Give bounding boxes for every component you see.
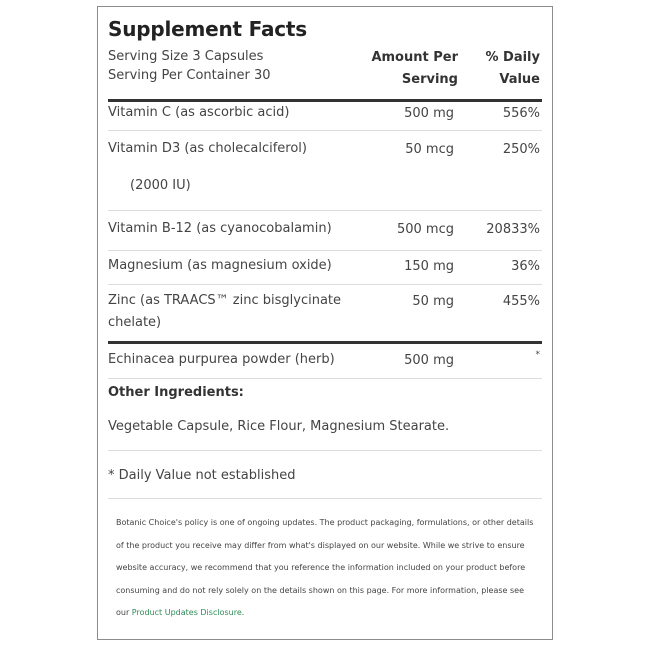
nutrient-name: Magnesium (as magnesium oxide): [108, 258, 332, 273]
disclaimer-end: .: [241, 608, 245, 617]
other-ingredients-heading: Other Ingredients:: [108, 385, 244, 400]
nutrient-name-line2: chelate): [108, 315, 162, 330]
nutrient-name-line1: Zinc (as TRAACS™ zinc bisglycinate: [108, 293, 342, 308]
nutrient-amount: 500 mg: [404, 106, 454, 121]
disclaimer: [116, 512, 536, 625]
row-divider: [108, 210, 542, 211]
row-divider: [108, 498, 542, 499]
disclaimer-text: Botanic Choice's policy is one of ongoing updates. The product packaging, formulations, or other details of the product you receive may differ from what's displayed on our website. While we strive to ensure website accuracy, we recommend that you reference the information included on your product before consuming and do not rely solely on the details shown on this page. For more information, please see our: [116, 518, 534, 617]
supplement-facts-panel: [97, 6, 553, 640]
row-divider: [108, 250, 542, 251]
amount-header-line1: Amount Per: [371, 50, 458, 65]
nutrient-name: Echinacea purpurea powder (herb): [108, 352, 335, 367]
amount-header: [368, 47, 458, 91]
nutrient-dv: 455%: [502, 294, 540, 309]
nutrient-amount: 50 mg: [412, 294, 454, 309]
nutrient-amount: 50 mcg: [405, 142, 454, 157]
nutrient-dv: *: [535, 350, 540, 360]
section-rule: [108, 341, 542, 344]
nutrient-subtext: (2000 IU): [130, 178, 191, 193]
nutrient-amount: 500 mg: [404, 353, 454, 368]
daily-value-footnote: * Daily Value not established: [108, 468, 296, 483]
product-updates-disclosure-link[interactable]: Product Updates Disclosure: [131, 608, 242, 617]
nutrient-amount: 500 mcg: [396, 222, 454, 237]
dv-header-line2: Value: [499, 72, 540, 87]
serving-size: Serving Size 3 Capsules: [108, 49, 264, 64]
nutrient-dv: 250%: [502, 142, 540, 157]
servings-per-container: Serving Per Container 30: [108, 68, 271, 83]
row-divider: [108, 284, 542, 285]
nutrient-name: Vitamin D3 (as cholecalciferol): [108, 141, 307, 156]
nutrient-name: Vitamin B-12 (as cyanocobalamin): [108, 221, 332, 236]
dv-header-line1: % Daily: [485, 50, 540, 65]
daily-value-header: [460, 47, 540, 91]
nutrient-amount: 150 mg: [404, 259, 454, 274]
row-divider: [108, 378, 542, 379]
nutrient-name: Vitamin C (as ascorbic acid): [108, 105, 290, 120]
row-divider: [108, 450, 542, 451]
row-divider: [108, 130, 542, 131]
nutrient-dv: 36%: [511, 259, 540, 274]
amount-header-line2: Serving: [401, 72, 458, 87]
nutrient-dv: 20833%: [486, 222, 540, 237]
other-ingredients-text: Vegetable Capsule, Rice Flour, Magnesium Stearate.: [108, 419, 450, 434]
panel-title: Supplement Facts: [108, 17, 307, 41]
nutrient-dv: 556%: [502, 106, 540, 121]
